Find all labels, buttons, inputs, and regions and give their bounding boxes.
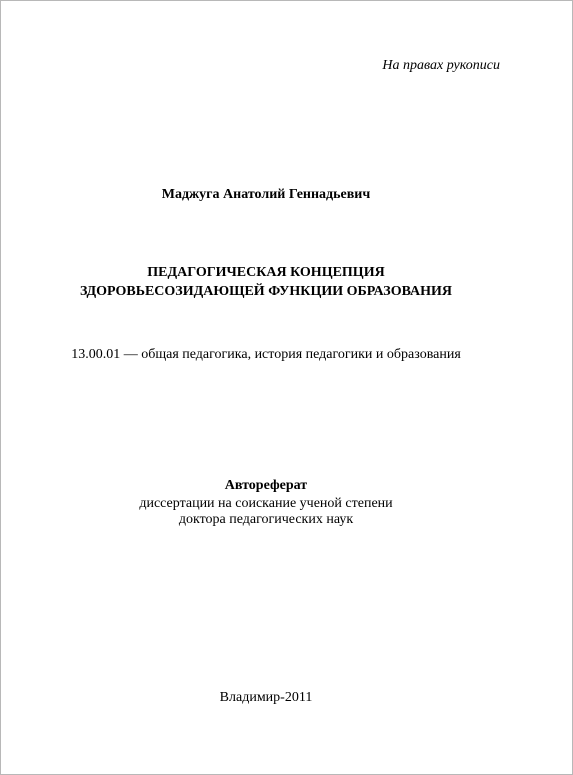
rights-notice: На правах рукописи [382, 58, 500, 73]
title-line-2: ЗДОРОВЬЕСОЗИДАЮЩЕЙ ФУНКЦИИ ОБРАЗОВАНИЯ [79, 284, 453, 299]
purpose-line-1: диссертации на соискание ученой степени [139, 496, 393, 511]
title-line-1: ПЕДАГОГИЧЕСКАЯ КОНЦЕПЦИЯ [147, 265, 385, 280]
place-and-year: Владимир-2011 [219, 690, 313, 705]
author-name: Маджуга Анатолий Геннадьевич [161, 187, 371, 202]
specialty-code: 13.00.01 — общая педагогика, история педагогики и образования [71, 347, 461, 362]
purpose-line-2: доктора педагогических наук [178, 512, 354, 527]
document-type: Автореферат [224, 478, 308, 493]
